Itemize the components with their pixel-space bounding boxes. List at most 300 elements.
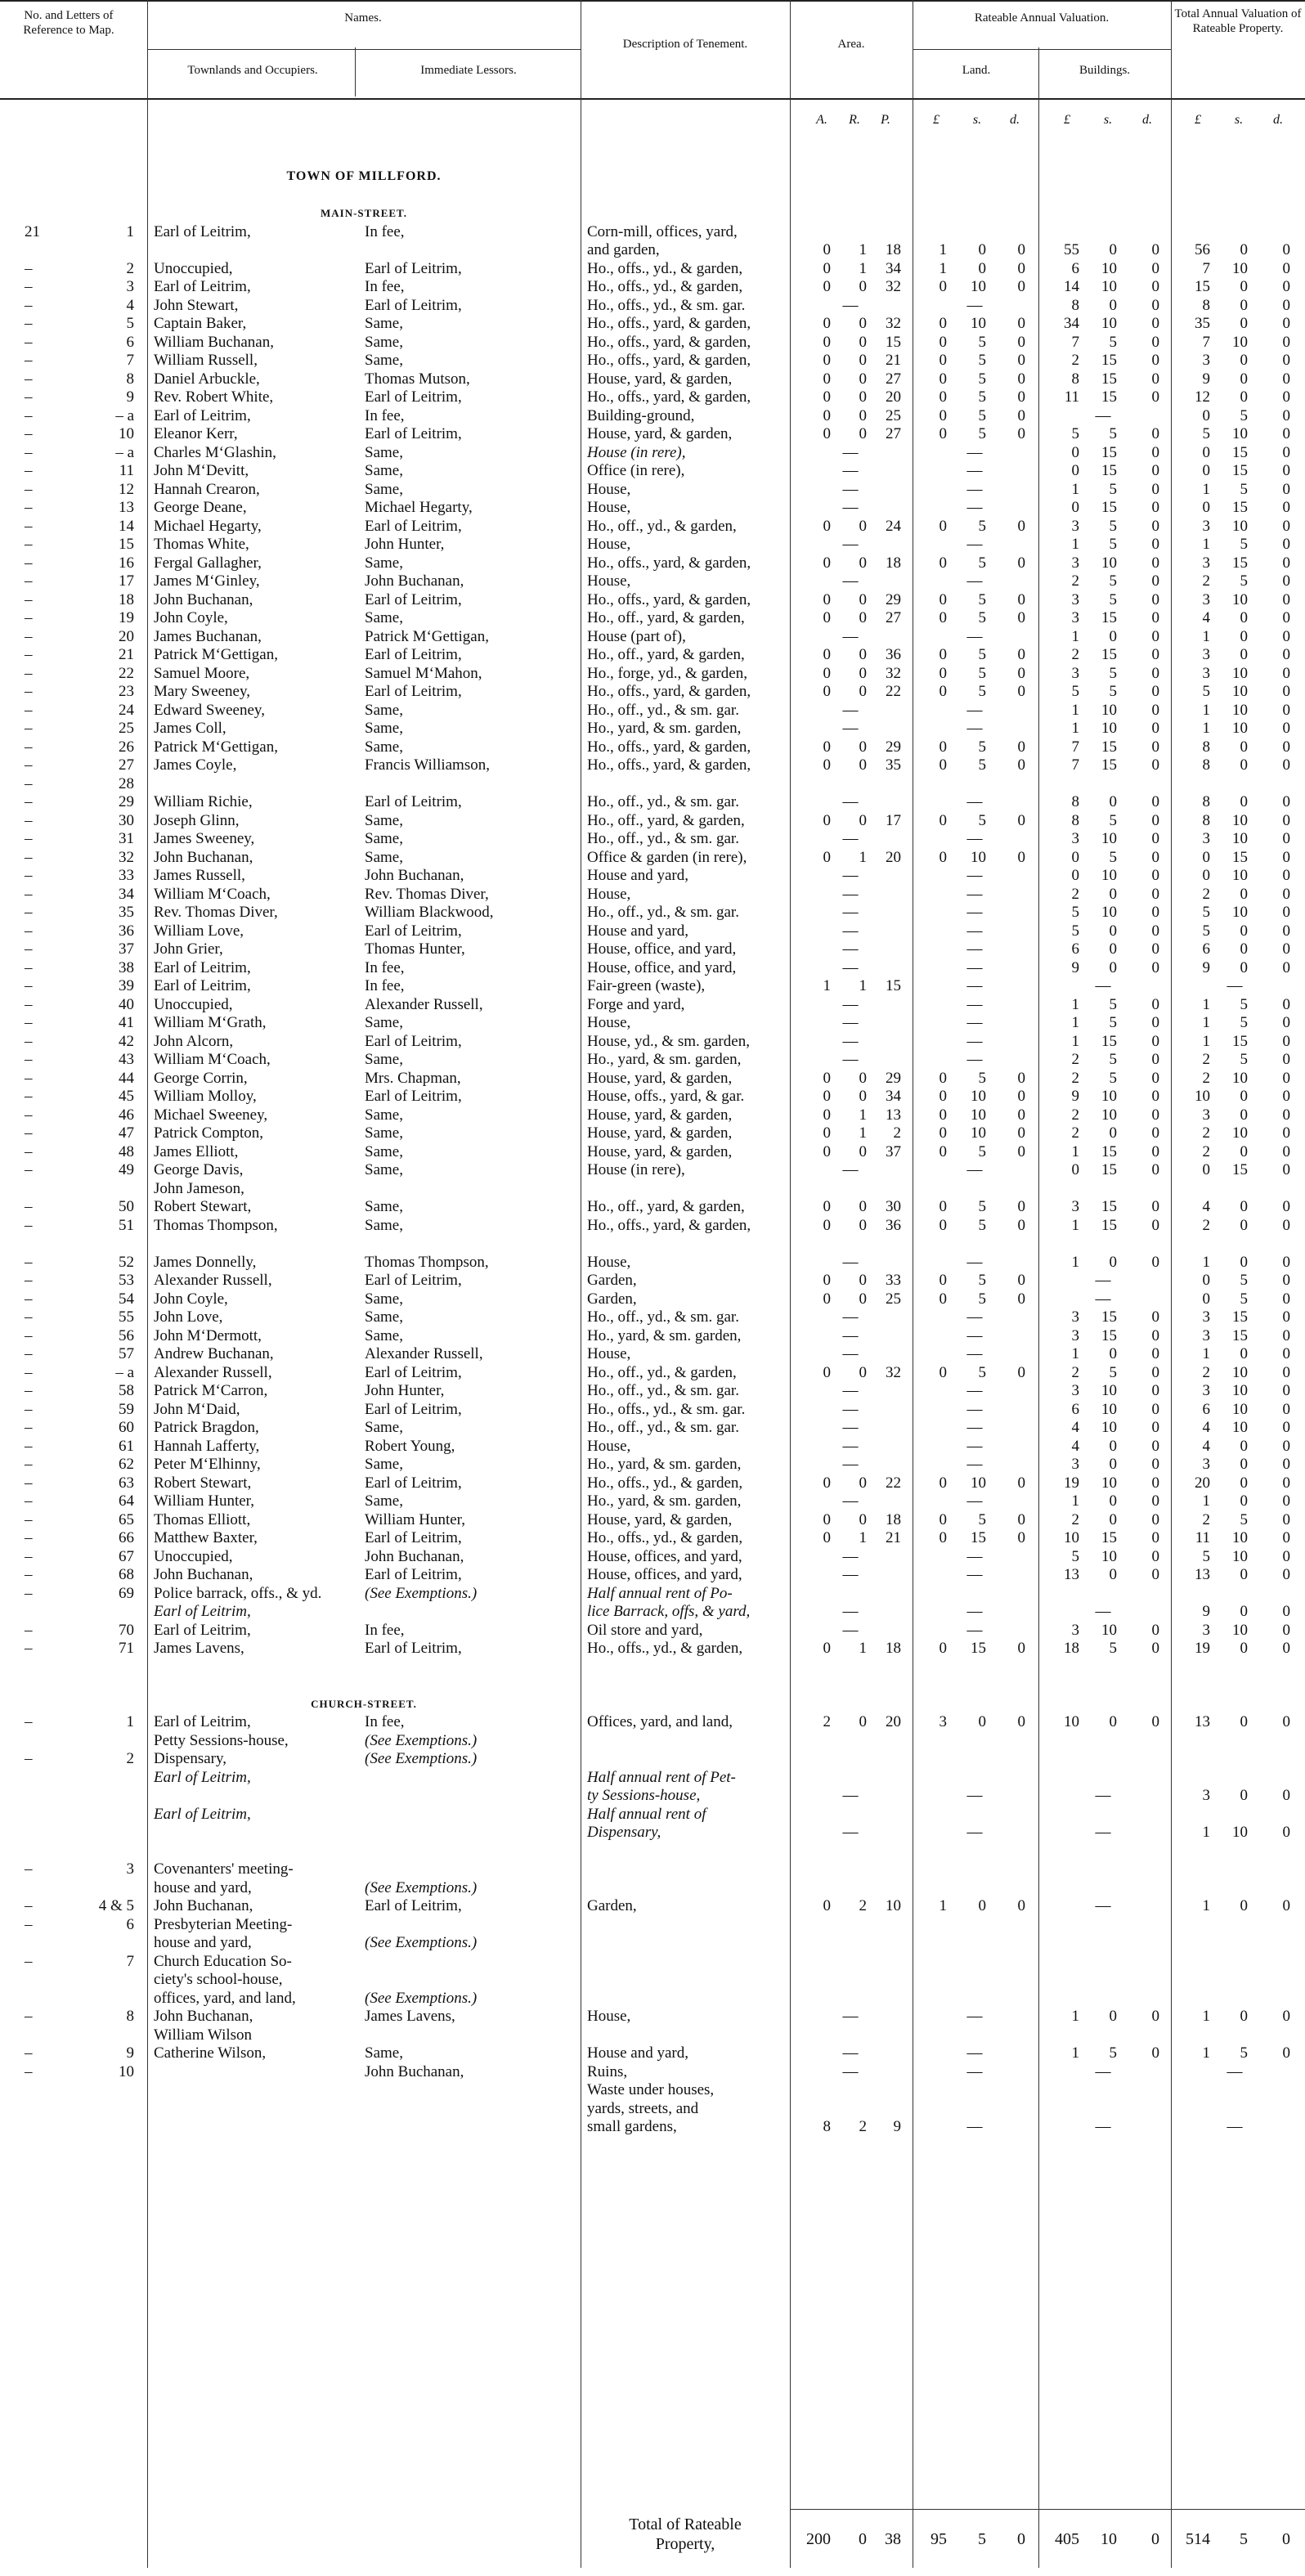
- sheet-number: –: [25, 1897, 33, 1914]
- map-reference: 61: [119, 1437, 134, 1455]
- lessor-name: Same,: [365, 1308, 403, 1326]
- sheet-number: –: [25, 1161, 33, 1178]
- buildings-value: 0: [1151, 499, 1159, 516]
- buildings-value: 0: [1151, 756, 1159, 774]
- table-row: [0, 1622, 1305, 1640]
- table-row: [0, 1088, 1305, 1106]
- table-row: [0, 1290, 1305, 1309]
- total-value: 0: [1282, 793, 1290, 810]
- total-value: 0: [1282, 536, 1290, 553]
- area-value: 15: [886, 977, 901, 994]
- land-value: 0: [1017, 278, 1025, 295]
- total-value: 0: [1282, 315, 1290, 332]
- buildings-value: 1: [1071, 1253, 1079, 1271]
- area-value: 0: [823, 1272, 831, 1289]
- total-value: 0: [1282, 480, 1290, 498]
- units-row: [0, 111, 1305, 130]
- total-value: 0: [1282, 627, 1290, 645]
- total-value: 0: [1240, 1142, 1248, 1160]
- buildings-value: 1: [1071, 720, 1079, 737]
- lessor-name: William Blackwood,: [365, 904, 494, 921]
- occupier-name: John M‘Daid,: [154, 1400, 240, 1418]
- buildings-value: —: [1095, 1603, 1111, 1620]
- tenement-description: House, yard, & garden,: [587, 1510, 733, 1528]
- total-value: 5: [1240, 1272, 1248, 1289]
- sheet-number: –: [25, 1069, 33, 1087]
- tenement-description: House (part of),: [587, 627, 686, 645]
- buildings-value: 0: [1151, 1032, 1159, 1050]
- land-value: 5: [978, 406, 986, 424]
- lessor-name: Thomas Hunter,: [365, 940, 465, 958]
- area-value: 0: [859, 609, 867, 626]
- tenement-description: House,: [587, 536, 631, 553]
- tenement-description: House, offices, and yard,: [587, 1547, 742, 1565]
- land-value: 5: [978, 333, 986, 351]
- buildings-value: 0: [1151, 683, 1159, 700]
- map-reference: 5: [126, 315, 134, 332]
- occupier-name: Mary Sweeney,: [154, 683, 251, 700]
- total-value: —: [1227, 2062, 1243, 2080]
- land-value: 5: [978, 738, 986, 756]
- tenement-description: Ho., off., yard, & garden,: [587, 609, 745, 626]
- sheet-number: –: [25, 885, 33, 903]
- buildings-value: 10: [1101, 1547, 1117, 1565]
- land-value: 0: [1017, 1640, 1025, 1657]
- sheet-number: –: [25, 1860, 33, 1878]
- buildings-value: 0: [1151, 1088, 1159, 1105]
- total-value: 0: [1240, 1787, 1248, 1804]
- area-value: 34: [886, 259, 901, 277]
- tenement-description: House (in rere),: [587, 1161, 685, 1178]
- unit-bld-pence: d.: [1142, 113, 1152, 127]
- land-value: 5: [978, 1272, 986, 1289]
- lessor-name: John Buchanan,: [365, 572, 464, 590]
- occupier-name: Hannah Crearon,: [154, 480, 260, 498]
- map-reference: 71: [119, 1640, 134, 1657]
- lessor-name: Same,: [365, 1290, 403, 1308]
- map-reference: 15: [119, 536, 134, 553]
- sheet-number: –: [25, 1032, 33, 1050]
- land-value: 0: [1017, 388, 1025, 406]
- area-value: 29: [886, 590, 901, 608]
- buildings-value: 0: [1151, 1456, 1159, 1473]
- occupier-name: Unoccupied,: [154, 259, 233, 277]
- total-value: 35: [1195, 315, 1210, 332]
- occupier-name: James M‘Ginley,: [154, 572, 260, 590]
- total-label-2: Property,: [655, 2535, 715, 2553]
- tenement-description: Building-ground,: [587, 406, 695, 424]
- total-value: 8: [1202, 811, 1210, 829]
- table-row: [0, 2100, 1305, 2119]
- land-value: 0: [1017, 1069, 1025, 1087]
- buildings-value: 0: [1151, 867, 1159, 884]
- land-value: 0: [939, 848, 947, 866]
- occupier-name: Michael Sweeney,: [154, 1106, 268, 1124]
- table-row: [0, 223, 1305, 242]
- sheet-number: –: [25, 940, 33, 958]
- map-reference: 20: [119, 627, 134, 645]
- buildings-value: 0: [1151, 315, 1159, 332]
- area-value: 25: [886, 1290, 901, 1308]
- occupier-name: Unoccupied,: [154, 1547, 233, 1565]
- land-value: 5: [978, 1216, 986, 1234]
- tenement-description: House, yard, & garden,: [587, 425, 733, 442]
- occupier-name: house and yard,: [154, 1878, 252, 1896]
- buildings-value: 0: [1151, 480, 1159, 498]
- area-value: 0: [823, 1088, 831, 1105]
- map-reference: 21: [119, 646, 134, 663]
- total-value: 0: [1282, 1400, 1290, 1418]
- land-value: 10: [971, 315, 986, 332]
- buildings-value: 5: [1109, 848, 1117, 866]
- total-value: 15: [1232, 443, 1248, 461]
- land-value: —: [966, 1787, 983, 1804]
- occupier-name: George Corrin,: [154, 1069, 248, 1087]
- area-value: —: [842, 1419, 859, 1436]
- map-reference: 68: [119, 1566, 134, 1583]
- area-value: 33: [886, 1272, 901, 1289]
- lessor-name: Same,: [365, 462, 403, 479]
- land-value: 0: [939, 1363, 947, 1381]
- lessor-name: Earl of Leitrim,: [365, 1897, 462, 1914]
- area-value: 0: [823, 683, 831, 700]
- table-row: [0, 646, 1305, 665]
- occupier-name: James Lavens,: [154, 1640, 244, 1657]
- buildings-value: —: [1095, 1272, 1111, 1289]
- land-value: —: [966, 480, 983, 498]
- tenement-description: Ho., off., yd., & sm. gar.: [587, 1382, 739, 1399]
- total-value: 0: [1282, 370, 1290, 388]
- buildings-value: 0: [1151, 1345, 1159, 1362]
- buildings-value: 2: [1071, 1510, 1079, 1528]
- lessor-name: Same,: [365, 554, 403, 572]
- buildings-value: 5: [1071, 425, 1079, 442]
- area-value: 0: [859, 1713, 867, 1730]
- buildings-value: 15: [1101, 370, 1117, 388]
- land-value: 0: [939, 517, 947, 535]
- table-row: [0, 867, 1305, 886]
- area-value: 21: [886, 352, 901, 369]
- buildings-value: 0: [1151, 1400, 1159, 1418]
- area-value: 37: [886, 1142, 901, 1160]
- buildings-value: 0: [1151, 1106, 1159, 1124]
- land-value: 5: [978, 1363, 986, 1381]
- tenement-description: House, yd., & sm. garden,: [587, 1032, 750, 1050]
- lessor-name: (See Exemptions.): [365, 1584, 478, 1602]
- total-value: 10: [1232, 830, 1248, 847]
- land-value: —: [966, 1382, 983, 1399]
- table-row: [0, 1014, 1305, 1033]
- area-value: 0: [823, 517, 831, 535]
- occupier-name: James Coll,: [154, 720, 226, 737]
- total-value: 0: [1202, 462, 1210, 479]
- buildings-value: 5: [1109, 1051, 1117, 1068]
- sheet-number: –: [25, 1198, 33, 1215]
- table-row: [0, 793, 1305, 812]
- area-value: —: [842, 1400, 859, 1418]
- occupier-name: Robert Stewart,: [154, 1474, 252, 1492]
- buildings-value: 0: [1151, 1161, 1159, 1178]
- area-value: 1: [859, 1529, 867, 1546]
- buildings-value: 1: [1071, 2044, 1079, 2062]
- area-value: 0: [859, 1216, 867, 1234]
- table-row: [0, 1916, 1305, 1935]
- occupier-name: William M‘Coach,: [154, 885, 271, 903]
- sheet-number: –: [25, 536, 33, 553]
- total-value: 0: [1282, 958, 1290, 976]
- sheet-number: –: [25, 830, 33, 847]
- total-value: 0: [1240, 1106, 1248, 1124]
- land-value: 10: [971, 1124, 986, 1142]
- total-total-value: 5: [1240, 2530, 1248, 2548]
- area-value: 32: [886, 664, 901, 682]
- buildings-value: 0: [1109, 1510, 1117, 1528]
- map-reference: 49: [119, 1161, 134, 1178]
- map-reference: 18: [119, 590, 134, 608]
- buildings-value: 7: [1071, 333, 1079, 351]
- total-value: 1: [1202, 2008, 1210, 2025]
- buildings-value: 6: [1071, 1400, 1079, 1418]
- tenement-description: Ho., offs., yard, & garden,: [587, 352, 751, 369]
- sheet-number: –: [25, 1640, 33, 1657]
- buildings-value: 10: [1064, 1529, 1079, 1546]
- total-value: 8: [1202, 793, 1210, 810]
- land-value: 0: [939, 278, 947, 295]
- table-row: [0, 1124, 1305, 1143]
- map-reference: 29: [119, 793, 134, 810]
- buildings-value: 10: [1101, 278, 1117, 295]
- total-value: 5: [1240, 536, 1248, 553]
- area-value: 2: [823, 1713, 831, 1730]
- area-value: —: [842, 1345, 859, 1362]
- land-value: —: [966, 1308, 983, 1326]
- total-value: 2: [1202, 1124, 1210, 1142]
- sheet-number: –: [25, 664, 33, 682]
- land-value: —: [966, 1492, 983, 1510]
- total-value: 15: [1232, 848, 1248, 866]
- buildings-value: 3: [1071, 1456, 1079, 1473]
- lessor-name: Same,: [365, 738, 403, 756]
- table-row: [0, 1401, 1305, 1420]
- land-value: 0: [1017, 1142, 1025, 1160]
- area-value: 0: [823, 646, 831, 663]
- map-reference: 59: [119, 1400, 134, 1418]
- map-reference: 28: [119, 774, 134, 792]
- total-buildings-value: 405: [1055, 2530, 1079, 2548]
- table-row: [0, 2081, 1305, 2100]
- total-value: 2: [1202, 1142, 1210, 1160]
- sheet-number: –: [25, 480, 33, 498]
- buildings-value: 5: [1109, 1014, 1117, 1031]
- area-value: 0: [823, 756, 831, 774]
- area-value: 36: [886, 646, 901, 663]
- area-value: 0: [823, 1290, 831, 1308]
- total-value: 0: [1202, 848, 1210, 866]
- map-reference: 39: [119, 977, 134, 994]
- total-value: 2: [1202, 885, 1210, 903]
- buildings-value: —: [1095, 1787, 1111, 1804]
- total-value: 0: [1282, 2008, 1290, 2025]
- occupier-name: Fergal Gallagher,: [154, 554, 262, 572]
- total-value: 0: [1282, 756, 1290, 774]
- occupier-name: Church Education So-: [154, 1952, 292, 1970]
- tenement-description: House, offs., yard, & gar.: [587, 1088, 745, 1105]
- total-value: 3: [1202, 1787, 1210, 1804]
- total-total-value: 514: [1186, 2530, 1210, 2548]
- buildings-value: 5: [1109, 1363, 1117, 1381]
- total-value: 0: [1282, 1216, 1290, 1234]
- land-value: 0: [1017, 664, 1025, 682]
- tenement-description: Ho., yard, & sm. garden,: [587, 1051, 742, 1068]
- buildings-value: 0: [1151, 2044, 1159, 2062]
- sheet-number: –: [25, 333, 33, 351]
- total-value: 10: [1195, 1088, 1210, 1105]
- total-value: 15: [1232, 499, 1248, 516]
- total-value: 9: [1202, 370, 1210, 388]
- table-row: [0, 1438, 1305, 1456]
- total-value: 0: [1202, 499, 1210, 516]
- buildings-value: 3: [1071, 1198, 1079, 1215]
- sheet-number: –: [25, 1106, 33, 1124]
- table-row: [0, 1033, 1305, 1052]
- map-reference: 55: [119, 1308, 134, 1326]
- occupier-name: Samuel Moore,: [154, 664, 250, 682]
- header-names: Names.: [344, 11, 382, 25]
- buildings-value: 0: [1151, 1363, 1159, 1381]
- area-value: —: [842, 1382, 859, 1399]
- lessor-name: Earl of Leitrim,: [365, 259, 462, 277]
- land-value: 0: [1017, 333, 1025, 351]
- land-value: 0: [1017, 1216, 1025, 1234]
- tenement-description: Ho., offs., yard, & garden,: [587, 388, 751, 406]
- occupier-name: Petty Sessions-house,: [154, 1731, 289, 1749]
- area-value: 0: [859, 811, 867, 829]
- total-value: 0: [1282, 443, 1290, 461]
- total-value: 0: [1282, 462, 1290, 479]
- occupier-name: Police barrack, offs., & yd.: [154, 1584, 322, 1602]
- land-value: 5: [978, 1069, 986, 1087]
- tenement-description: Ho., off., yd., & sm. gar.: [587, 701, 739, 719]
- land-value: —: [966, 940, 983, 958]
- buildings-value: 5: [1109, 995, 1117, 1013]
- land-value: —: [966, 627, 983, 645]
- table-row: [0, 1382, 1305, 1401]
- total-value: 5: [1240, 995, 1248, 1013]
- buildings-value: 6: [1071, 259, 1079, 277]
- buildings-value: 3: [1071, 1326, 1079, 1344]
- sheet-number: –: [25, 1915, 33, 1933]
- sheet-number: –: [25, 572, 33, 590]
- lessor-name: Michael Hegarty,: [365, 499, 473, 516]
- buildings-value: 7: [1071, 738, 1079, 756]
- buildings-value: 3: [1071, 1382, 1079, 1399]
- buildings-value: 1: [1071, 1345, 1079, 1362]
- area-value: —: [842, 904, 859, 921]
- lessor-name: Thomas Thompson,: [365, 1253, 489, 1271]
- land-value: 0: [1017, 1106, 1025, 1124]
- total-value: 0: [1282, 1308, 1290, 1326]
- tenement-description: ty Sessions-house,: [587, 1787, 701, 1804]
- total-value: 1: [1202, 720, 1210, 737]
- sheet-number: –: [25, 278, 33, 295]
- land-value: 0: [939, 1106, 947, 1124]
- table-row: [0, 977, 1305, 996]
- buildings-value: 15: [1101, 462, 1117, 479]
- occupier-name: John Buchanan,: [154, 590, 253, 608]
- area-value: —: [842, 885, 859, 903]
- map-reference: 13: [119, 499, 134, 516]
- area-value: 2: [859, 1897, 867, 1914]
- lessor-name: Francis Williamson,: [365, 756, 490, 774]
- buildings-value: 0: [1151, 958, 1159, 976]
- table-row: [0, 756, 1305, 775]
- total-value: 0: [1282, 1456, 1290, 1473]
- area-value: 0: [859, 388, 867, 406]
- area-value: 0: [823, 1510, 831, 1528]
- land-value: —: [966, 2062, 983, 2080]
- land-value: 0: [1017, 517, 1025, 535]
- land-value: —: [966, 904, 983, 921]
- occupier-name: William M‘Coach,: [154, 1051, 271, 1068]
- buildings-value: 0: [1151, 536, 1159, 553]
- land-value: 0: [1017, 683, 1025, 700]
- total-value: 0: [1240, 241, 1248, 258]
- buildings-value: —: [1095, 2118, 1111, 2135]
- area-value: 35: [886, 756, 901, 774]
- total-value: 9: [1202, 1603, 1210, 1620]
- lessor-name: Earl of Leitrim,: [365, 1474, 462, 1492]
- total-value: 0: [1240, 1437, 1248, 1455]
- area-value: —: [842, 1437, 859, 1455]
- table-row: [0, 1070, 1305, 1088]
- sheet-number: –: [25, 499, 33, 516]
- area-value: 0: [859, 278, 867, 295]
- total-value: 15: [1232, 1308, 1248, 1326]
- total-value: 0: [1240, 1253, 1248, 1271]
- buildings-value: 8: [1071, 370, 1079, 388]
- land-value: —: [966, 536, 983, 553]
- buildings-value: 15: [1101, 352, 1117, 369]
- map-reference: 16: [119, 554, 134, 572]
- tenement-description: Half annual rent of: [587, 1805, 706, 1823]
- total-value: 0: [1282, 1051, 1290, 1068]
- lessor-name: Patrick M‘Gettigan,: [365, 627, 489, 645]
- total-value: 2: [1202, 1363, 1210, 1381]
- map-reference: 66: [119, 1529, 134, 1546]
- lessor-name: In fee,: [365, 1713, 405, 1730]
- land-value: 0: [1017, 1474, 1025, 1492]
- tenement-description: Ho., offs., yard, & garden,: [587, 315, 751, 332]
- tenement-description: House, office, and yard,: [587, 940, 737, 958]
- occupier-name: Edward Sweeney,: [154, 701, 265, 719]
- table-row: [0, 1585, 1305, 1604]
- land-value: 0: [939, 738, 947, 756]
- unit-bld-pounds: £: [1064, 113, 1070, 127]
- area-value: —: [842, 1603, 859, 1620]
- total-value: 0: [1282, 1088, 1290, 1105]
- tenement-description: Garden,: [587, 1272, 637, 1289]
- buildings-value: 0: [1151, 443, 1159, 461]
- table-body: [0, 168, 1305, 2137]
- town-title: TOWN OF MILLFORD.: [286, 169, 442, 183]
- area-value: 0: [859, 1142, 867, 1160]
- occupier-name: John Stewart,: [154, 296, 239, 314]
- occupier-name: William Molloy,: [154, 1088, 257, 1105]
- total-value: 0: [1282, 1492, 1290, 1510]
- unit-land-pence: d.: [1010, 113, 1020, 127]
- sheet-number: –: [25, 2062, 33, 2080]
- total-value: 0: [1240, 388, 1248, 406]
